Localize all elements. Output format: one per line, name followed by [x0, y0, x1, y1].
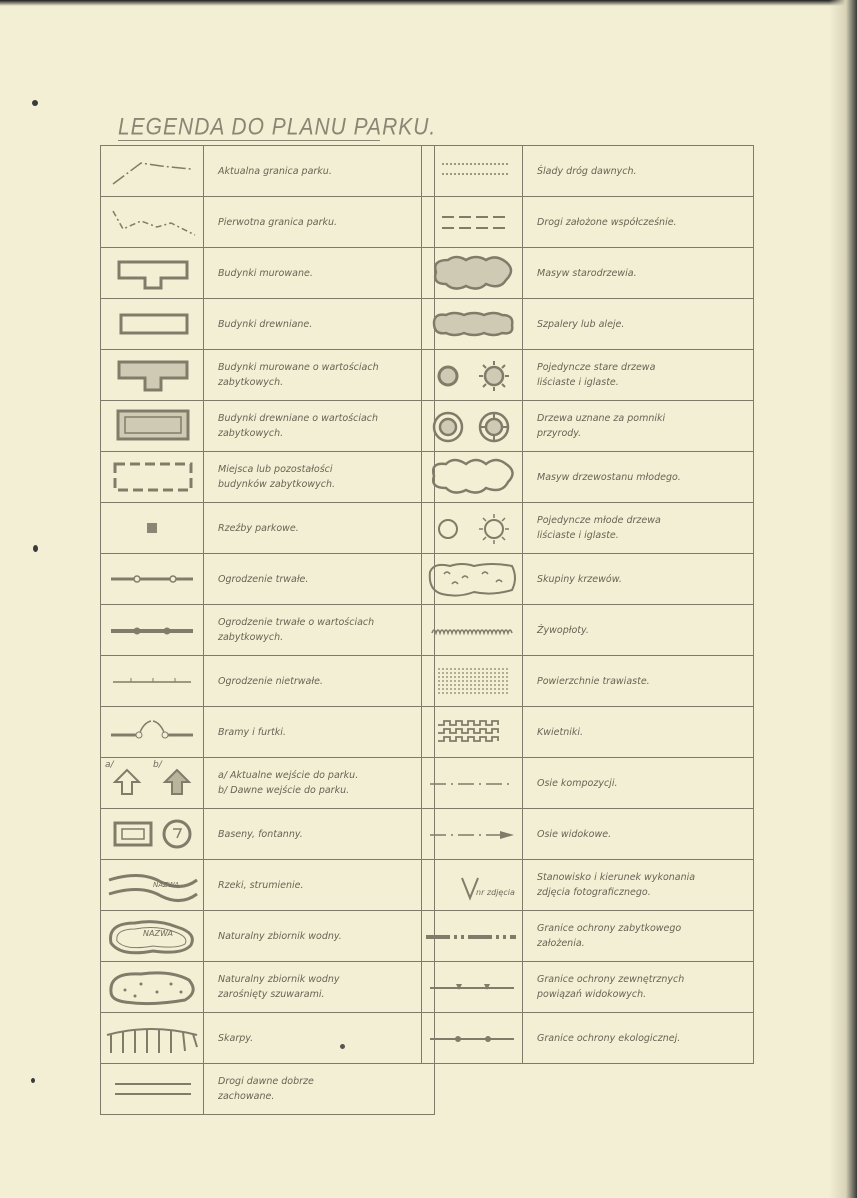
- old-road-traces-icon: [422, 146, 523, 197]
- historic-wooden-building-icon: [101, 401, 204, 452]
- overgrown-pond-icon: [101, 962, 204, 1013]
- external-links-boundary-icon: [422, 962, 523, 1013]
- legend-row: [422, 911, 754, 962]
- composition-axes-icon: [422, 758, 523, 809]
- natural-pond-icon: [101, 911, 204, 962]
- legend-row: [422, 707, 754, 758]
- old-single-trees-icon: [422, 350, 523, 401]
- legend-row: [422, 1013, 754, 1064]
- legend-label: Ogrodzenie trwałe o wartościach zabytkowych.: [204, 605, 435, 656]
- permanent-fence-icon: [101, 554, 204, 605]
- legend-label: Granice ochrony zabytkowego założenia.: [523, 911, 754, 962]
- hedges-icon: [422, 605, 523, 656]
- legend-row: [422, 860, 754, 911]
- young-tree-stand-icon: [422, 452, 523, 503]
- legend-label: Ogrodzenie nietrwałe.: [204, 656, 435, 707]
- legend-label: Baseny, fontanny.: [204, 809, 435, 860]
- legend-row: [101, 146, 435, 197]
- legend-label: Naturalny zbiornik wodny.: [204, 911, 435, 962]
- entrance-a-label: a/: [105, 760, 114, 770]
- original-boundary-icon: [101, 197, 204, 248]
- legend-row: [101, 248, 435, 299]
- legend-row: [422, 350, 754, 401]
- legend-row: [422, 962, 754, 1013]
- legend-label: Naturalny zbiornik wodny zarośnięty szuwarami.: [204, 962, 435, 1013]
- entrance-b-label: b/: [153, 760, 162, 770]
- historic-fence-icon: [101, 605, 204, 656]
- escarpment-icon: [101, 1013, 204, 1064]
- legend-label: Bramy i furtki.: [204, 707, 435, 758]
- legend-label: Budynki drewniane.: [204, 299, 435, 350]
- legend-row: [422, 554, 754, 605]
- legend-row: [101, 860, 435, 911]
- legend-label: Drogi dawne dobrze zachowane.: [204, 1064, 435, 1115]
- legend-label: Rzeki, strumienie.: [204, 860, 435, 911]
- scan-speck: [33, 545, 38, 552]
- legend-label: Rzeźby parkowe.: [204, 503, 435, 554]
- legend-label: Budynki drewniane o wartościach zabytkowych.: [204, 401, 435, 452]
- legend-label: a/ Aktualne wejście do parku. b/ Dawne wejście do parku.: [204, 758, 435, 809]
- shrub-groups-icon: [422, 554, 523, 605]
- legend-row: [101, 656, 435, 707]
- legend-label: Skarpy.: [204, 1013, 435, 1064]
- legend-label: Budynki murowane.: [204, 248, 435, 299]
- legend-label: Stanowisko i kierunek wykonania zdjęcia fotograficznego.: [523, 860, 754, 911]
- legend-label: Masyw starodrzewia.: [523, 248, 754, 299]
- avenue-icon: [422, 299, 523, 350]
- legend-label: Budynki murowane o wartościach zabytkowych.: [204, 350, 435, 401]
- modern-roads-icon: [422, 197, 523, 248]
- monument-trees-icon: [422, 401, 523, 452]
- wooden-building-icon: [101, 299, 204, 350]
- legend-label: Miejsca lub pozostałości budynków zabytkowych.: [204, 452, 435, 503]
- scan-right-edge: [829, 0, 857, 1198]
- legend-label: Drogi założone współcześnie.: [523, 197, 754, 248]
- pools-icon: [101, 809, 204, 860]
- legend-label: Aktualna granica parku.: [204, 146, 435, 197]
- legend-row: [101, 1013, 435, 1064]
- legend-row: [422, 401, 754, 452]
- legend-row: [101, 758, 435, 809]
- pond-name-label: NAZWA: [143, 929, 173, 938]
- legend-row: [422, 197, 754, 248]
- legend-label: Ślady dróg dawnych.: [523, 146, 754, 197]
- temporary-fence-icon: [101, 656, 204, 707]
- legend-row: [101, 299, 435, 350]
- legend-label: Kwietniki.: [523, 707, 754, 758]
- legend-row: [101, 1064, 435, 1115]
- legend-row: [101, 911, 435, 962]
- legend-row: [101, 809, 435, 860]
- legend-row: [101, 707, 435, 758]
- legend-row: [422, 758, 754, 809]
- title-underline: [118, 140, 380, 141]
- legend-label: Masyw drzewostanu młodego.: [523, 452, 754, 503]
- legend-table-right: [421, 145, 754, 1064]
- legend-row: [422, 809, 754, 860]
- legend-row: [101, 554, 435, 605]
- flowerbeds-icon: [422, 707, 523, 758]
- legend-label: Granice ochrony zewnętrznych powiązań widokowych.: [523, 962, 754, 1013]
- scan-speck: [31, 1078, 35, 1083]
- legend-label: Osie kompozycji.: [523, 758, 754, 809]
- lawn-icon: [422, 656, 523, 707]
- photo-number-label: nr zdjęcia: [476, 888, 515, 897]
- scan-speck: [32, 100, 38, 106]
- legend-row: [422, 146, 754, 197]
- legend-label: Żywopłoty.: [523, 605, 754, 656]
- legend-row: [101, 605, 435, 656]
- old-tree-stand-icon: [422, 248, 523, 299]
- legend-row: [422, 248, 754, 299]
- legend-row: [101, 503, 435, 554]
- legend-row: [101, 197, 435, 248]
- young-single-trees-icon: [422, 503, 523, 554]
- legend-row: [422, 452, 754, 503]
- view-axes-icon: [422, 809, 523, 860]
- entrances-icon: [101, 758, 204, 809]
- river-icon: [101, 860, 204, 911]
- scan-top-edge: [0, 0, 857, 6]
- legend-row: [422, 503, 754, 554]
- legend-row: [422, 299, 754, 350]
- legend-label: Pojedyncze młode drzewa liściaste i iglaste.: [523, 503, 754, 554]
- legend-row: [101, 962, 435, 1013]
- legend-label: Drzewa uznane za pomniki przyrody.: [523, 401, 754, 452]
- legend-label: Powierzchnie trawiaste.: [523, 656, 754, 707]
- sculpture-icon: [101, 503, 204, 554]
- legend-label: Szpalery lub aleje.: [523, 299, 754, 350]
- old-roads-icon: [101, 1064, 204, 1115]
- masonry-building-icon: [101, 248, 204, 299]
- legend-label: Pojedyncze stare drzewa liściaste i iglaste.: [523, 350, 754, 401]
- gates-icon: [101, 707, 204, 758]
- legend-label: Granice ochrony ekologicznej.: [523, 1013, 754, 1064]
- legend-row: [101, 350, 435, 401]
- current-boundary-icon: [101, 146, 204, 197]
- legend-row: [422, 605, 754, 656]
- legend-table-left: [100, 145, 435, 1115]
- heritage-protection-boundary-icon: [422, 911, 523, 962]
- legend-label: Skupiny krzewów.: [523, 554, 754, 605]
- legend-label: Pierwotna granica parku.: [204, 197, 435, 248]
- historic-building-remains-icon: [101, 452, 204, 503]
- photo-position-icon: [422, 860, 523, 911]
- river-name-label: NAZWA: [153, 881, 180, 889]
- ecological-protection-boundary-icon: [422, 1013, 523, 1064]
- legend-row: [101, 452, 435, 503]
- legend-title: LEGENDA DO PLANU PARKU.: [118, 114, 437, 141]
- legend-label: Ogrodzenie trwałe.: [204, 554, 435, 605]
- legend-row: [422, 656, 754, 707]
- legend-row: [101, 401, 435, 452]
- scan-dot: [340, 1044, 345, 1049]
- legend-label: Osie widokowe.: [523, 809, 754, 860]
- historic-masonry-building-icon: [101, 350, 204, 401]
